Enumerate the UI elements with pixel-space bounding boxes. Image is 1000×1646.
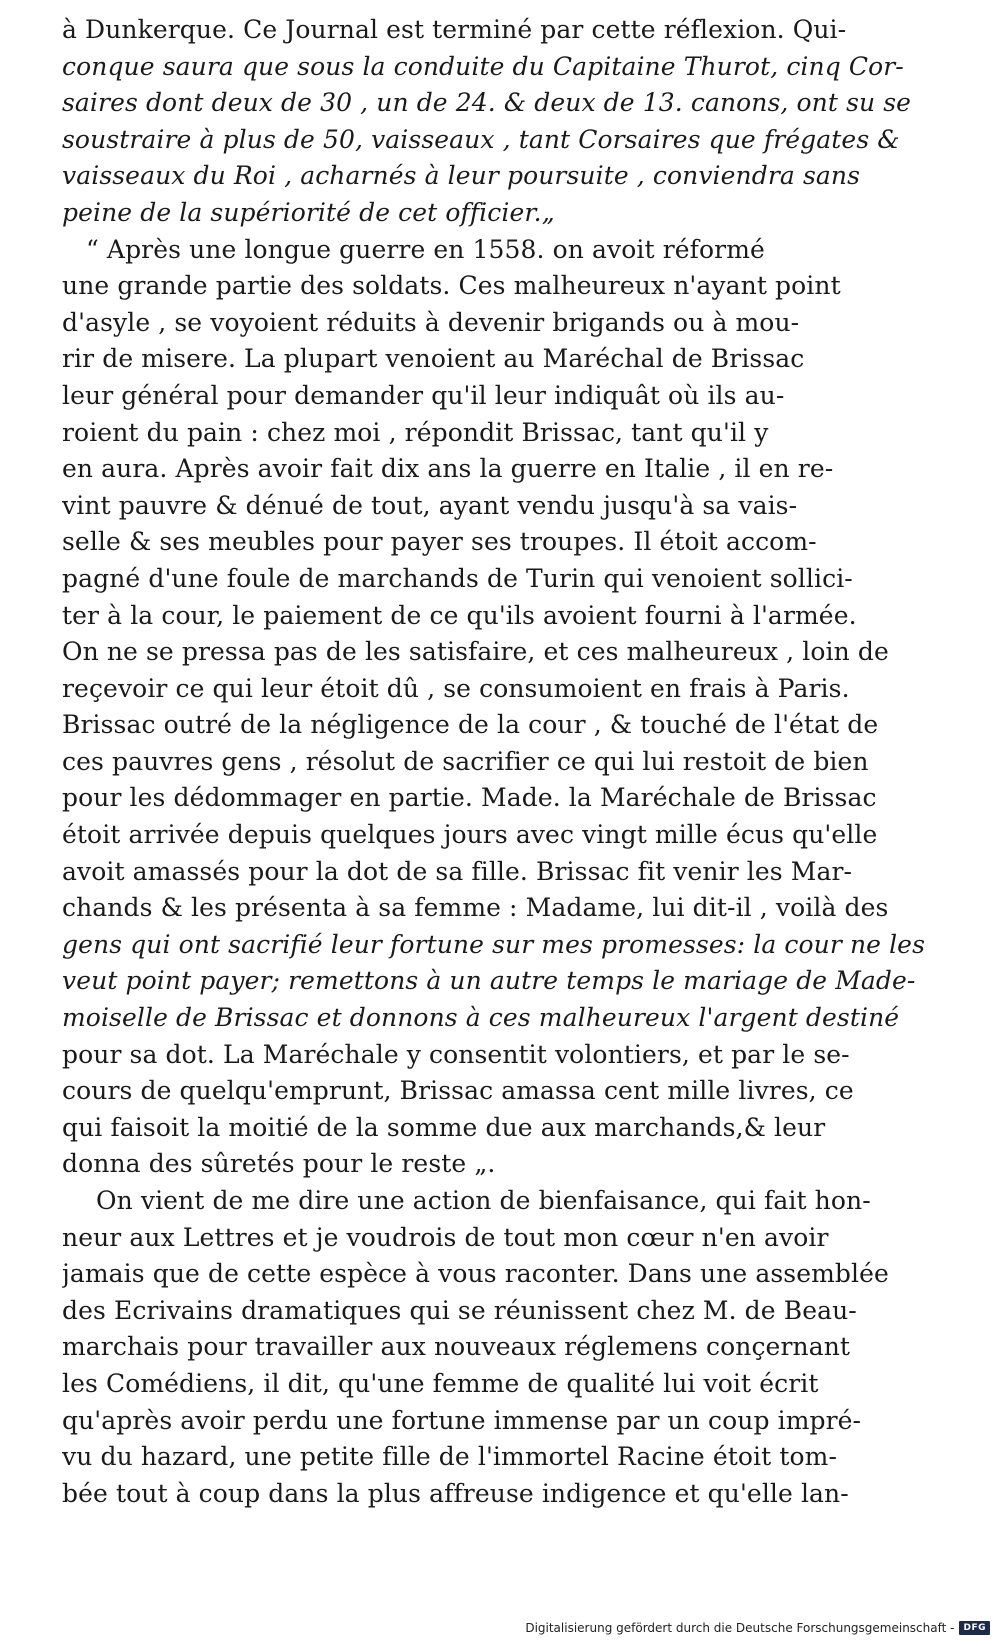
text-line-18: On ne se pressa pas de les satisfaire, et ces malheureux , loin de <box>62 637 889 667</box>
text-line-35: jamais que de cette espèce à vous raconter. Dans une assemblée <box>62 1259 889 1289</box>
text-line-7: “ Après une longue guerre en 1558. on avoit réformé <box>86 234 765 264</box>
text-line-28: moiselle de Brissac et donnons à ces malheureux l'argent destiné <box>62 1003 900 1033</box>
text-line-37: marchais pour travailler aux nouveaux réglemens conçernant <box>62 1332 851 1362</box>
text-line-25: chands & les présenta à sa femme : Madame, lui dit-il , voilà des <box>62 893 889 923</box>
text-line-9: d'asyle , se voyoient réduits à devenir brigands ou à mou- <box>62 307 800 337</box>
text-line-19: reçevoir ce qui leur étoit dû , se consumoient en frais à Paris. <box>62 673 850 703</box>
text-line-23: étoit arrivée depuis quelques jours avec vingt mille écus qu'elle <box>62 820 878 850</box>
text-line-6: peine de la supériorité de cet officier.„ <box>62 197 555 227</box>
text-line-29: pour sa dot. La Maréchale y consentit volontiers, et par le se- <box>62 1039 850 1069</box>
text-line-8: une grande partie des soldats. Ces malheureux n'ayant point <box>62 271 841 301</box>
text-line-34: neur aux Lettres et je voudrois de tout mon cœur n'en avoir <box>62 1222 829 1252</box>
text-line-30: cours de quelqu'emprunt, Brissac amassa cent mille livres, ce <box>62 1076 854 1106</box>
text-line-21: ces pauvres gens , résolut de sacrifier ce qui lui restoit de bien <box>62 746 869 776</box>
text-line-17: ter à la cour, le paiement de ce qu'ils avoient fourni à l'armée. <box>62 600 857 630</box>
digitization-credit <box>525 1618 990 1638</box>
text-line-16: pagné d'une foule de marchands de Turin qui venoient sollici- <box>62 563 853 593</box>
text-line-38: les Comédiens, il dit, qu'une femme de qualité lui voit écrit <box>62 1368 819 1398</box>
text-line-31: qui faisoit la moitié de la somme due aux marchands,& leur <box>62 1112 826 1142</box>
text-line-33: On vient de me dire une action de bienfaisance, qui fait hon- <box>96 1186 871 1215</box>
text-line-13: en aura. Après avoir fait dix ans la guerre en Italie , il en re- <box>62 454 834 484</box>
text-line-14: vint pauvre & dénué de tout, ayant vendu jusqu'à sa vais- <box>62 490 798 520</box>
dfg-logo-icon: DFG <box>959 1621 990 1635</box>
document-body <box>62 12 942 1512</box>
text-line-26: gens qui ont sacrifié leur fortune sur mes promesses: la cour ne les <box>62 929 926 959</box>
text-line-2: conque saura que sous la conduite du Capitaine Thurot, cinq Cor- <box>62 51 904 81</box>
text-line-24: avoit amassés pour la dot de sa fille. Brissac fit venir les Mar- <box>62 856 853 886</box>
text-line-39: qu'après avoir perdu une fortune immense par un coup impré- <box>62 1405 862 1435</box>
text-line-32: donna des sûretés pour le reste „. <box>62 1149 496 1179</box>
text-line-10: rir de misere. La plupart venoient au Maréchal de Brissac <box>62 344 805 374</box>
text-line-22: pour les dédommager en partie. Made. la Maréchale de Brissac <box>62 783 877 813</box>
text-line-3: saires dont deux de 30 , un de 24. & deux de 13. canons, ont su se <box>62 88 912 118</box>
text-line-20: Brissac outré de la négligence de la cour , & touché de l'état de <box>62 710 879 740</box>
text-line-4: soustraire à plus de 50, vaisseaux , tant Corsaires que frégates & <box>62 124 900 154</box>
text-line-12: roient du pain : chez moi , répondit Brissac, tant qu'il y <box>62 417 769 447</box>
text-line-40: vu du hazard, une petite fille de l'immortel Racine étoit tom- <box>62 1442 837 1472</box>
text-line-11: leur général pour demander qu'il leur indiquât où ils au- <box>62 380 785 410</box>
text-line-1: à Dunkerque. Ce Journal est terminé par cette réflexion. Qui- <box>62 15 847 44</box>
credit-text: Digitalisierung gefördert durch die Deutsche Forschungsgemeinschaft - <box>525 1621 955 1635</box>
text-line-15: selle & ses meubles pour payer ses troupes. Il étoit accom- <box>62 527 817 557</box>
text-line-41: bée tout à coup dans la plus affreuse indigence et qu'elle lan- <box>62 1478 849 1508</box>
text-line-5: vaisseaux du Roi , acharnés à leur poursuite , conviendra sans <box>62 161 861 191</box>
text-line-36: des Ecrivains dramatiques qui se réunissent chez M. de Beau- <box>62 1295 857 1325</box>
text-line-27: veut point payer; remettons à un autre temps le mariage de Made- <box>62 966 916 996</box>
